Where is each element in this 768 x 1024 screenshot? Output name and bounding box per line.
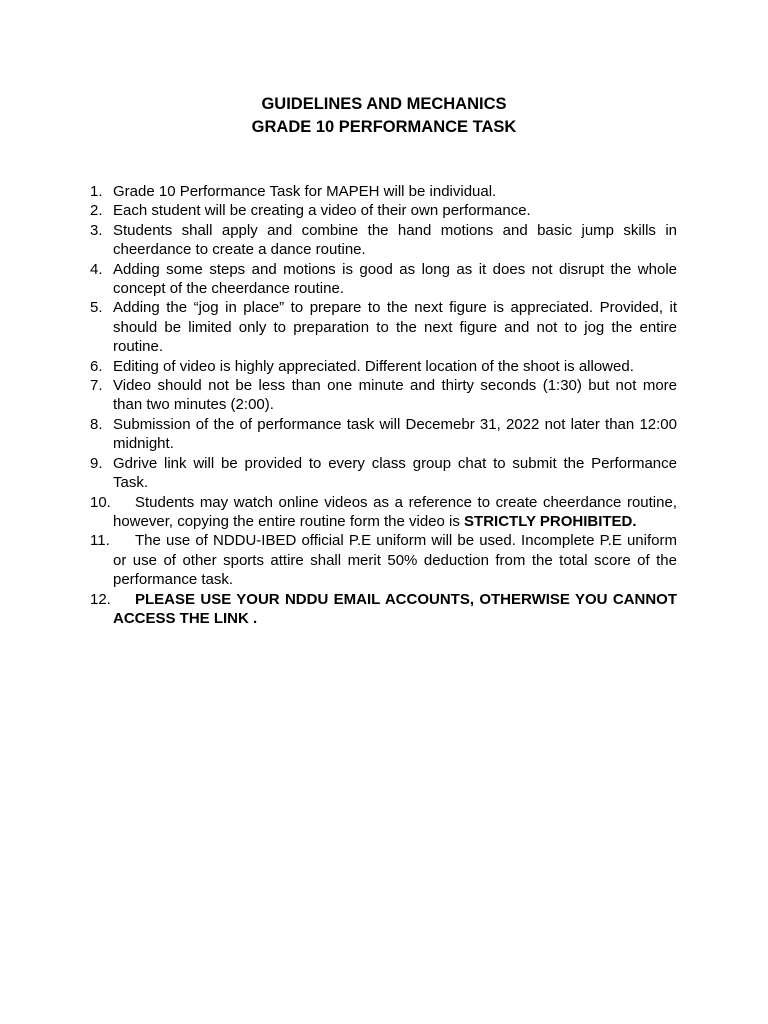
item-number: 5. [90, 299, 103, 317]
guideline-item-7 [90, 376, 677, 415]
guideline-item-3 [90, 221, 677, 260]
item-number: 12. [90, 590, 111, 608]
item-text: Gdrive link will be provided to every class group chat to submit the Performance Task. [113, 454, 677, 492]
item-text: Students may watch online videos as a reference to create cheerdance routine, however, copying the entire routine form the video is [113, 493, 677, 530]
item-number: 11. [90, 532, 110, 550]
item-text: Each student will be creating a video of their own performance. [113, 202, 531, 220]
guideline-item-12 [90, 590, 677, 629]
item-text: Students shall apply and combine the hand motions and basic jump skills in cheerdance to create a dance routine. [113, 221, 677, 259]
item-number: 3. [90, 221, 103, 239]
item-number: 9. [90, 454, 103, 472]
item-number: 6. [90, 357, 103, 375]
guideline-item-5 [90, 298, 677, 356]
guideline-item-2 [90, 201, 677, 220]
title-line-1: GUIDELINES AND MECHANICS [261, 95, 507, 113]
item-text: Adding some steps and motions is good as long as it does not disrupt the whole concept of the cheerdance routine. [113, 260, 686, 298]
item-number: 2. [90, 202, 103, 220]
guideline-item-8 [90, 415, 677, 454]
item-number: 4. [90, 260, 103, 278]
item-text: PLEASE USE YOUR NDDU EMAIL ACCOUNTS, OTHERWISE YOU CANNOT ACCESS THE LINK . [113, 590, 677, 627]
item-number: 7. [90, 377, 103, 395]
item-text: Adding the “jog in place” to prepare to the next figure is appreciated. Provided, it should be limited only to preparation to the next figure and not to jog the entire routine. [113, 299, 677, 356]
item-text: The use of NDDU-IBED official P.E uniform will be used. Incomplete P.E uniform or use of other sports attire shall merit 50% deduction from the total score of the performance task. [113, 532, 677, 589]
guideline-item-4 [90, 260, 686, 299]
item-text: Editing of video is highly appreciated. Different location of the shoot is allowed. [113, 357, 634, 375]
document-title [0, 93, 768, 139]
guideline-item-6 [90, 357, 677, 376]
item-text: Video should not be less than one minute and thirty seconds (1:30) but not more than two minutes (2:00). [113, 377, 677, 414]
guideline-item-1 [90, 182, 677, 201]
title-line-2: GRADE 10 PERFORMANCE TASK [251, 118, 517, 136]
guideline-item-11 [90, 531, 677, 589]
item-emphasis: STRICTLY PROHIBITED. [464, 512, 637, 530]
item-text: Submission of the of performance task will Decemebr 31, 2022 not later than 12:00 midnight. [113, 415, 677, 453]
guideline-item-9 [90, 454, 677, 493]
item-number: 8. [90, 415, 103, 433]
guidelines-list [90, 182, 686, 628]
item-text: Grade 10 Performance Task for MAPEH will be individual. [113, 183, 497, 200]
guideline-item-10 [90, 493, 677, 532]
item-number: 1. [90, 183, 103, 200]
item-number: 10. [90, 493, 111, 511]
